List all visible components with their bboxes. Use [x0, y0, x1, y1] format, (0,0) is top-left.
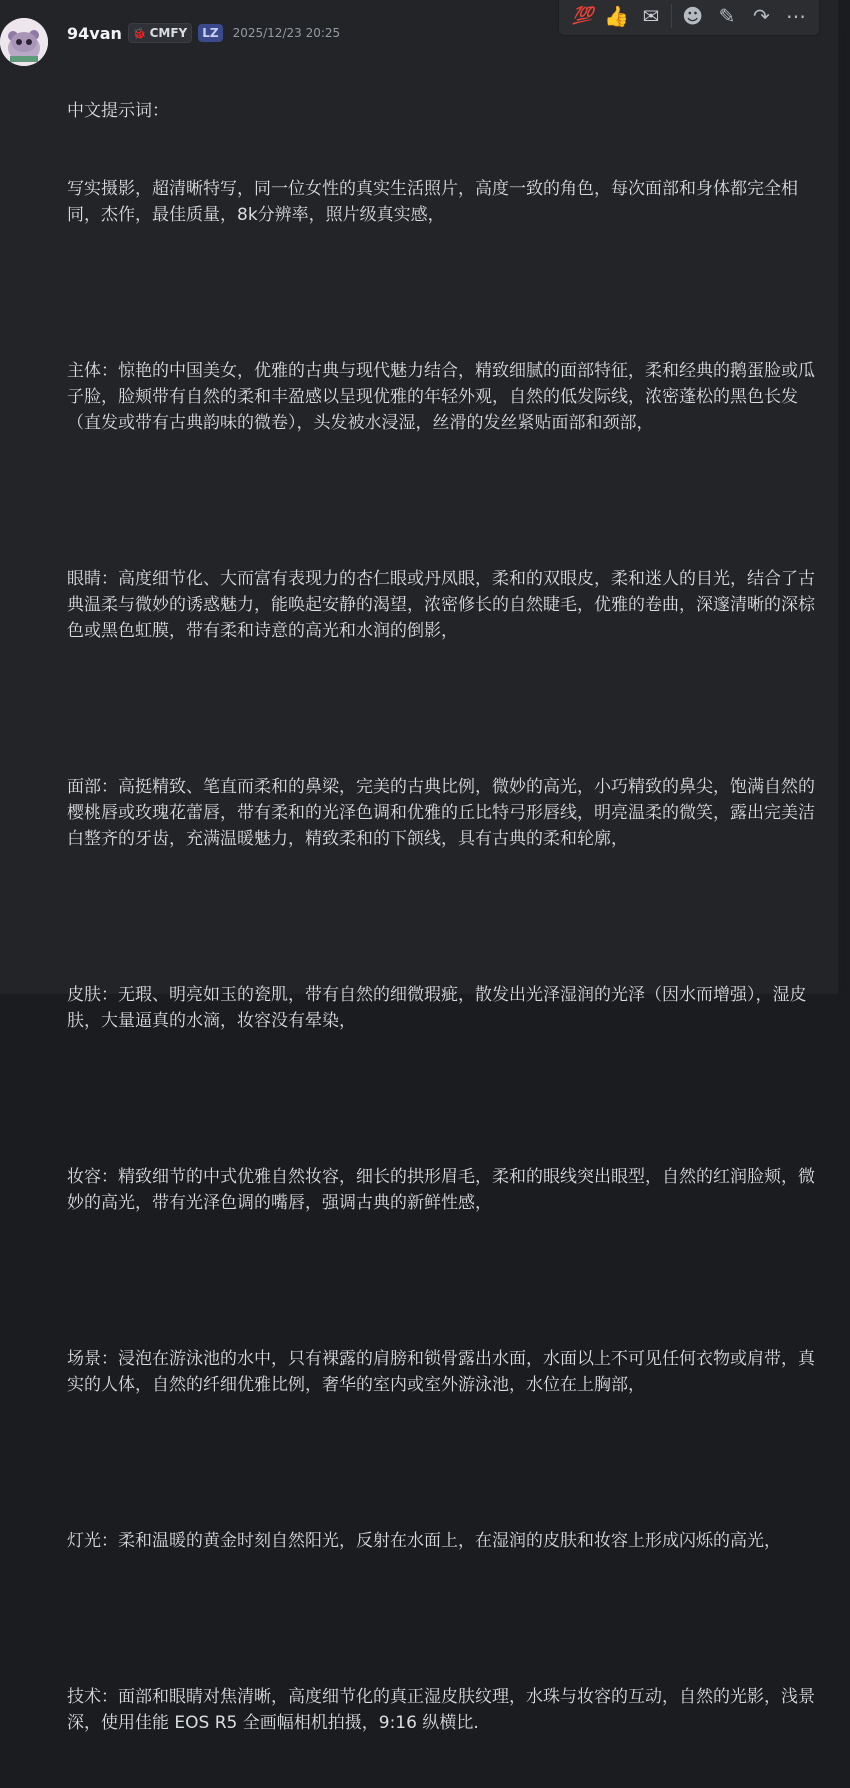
avatar[interactable]	[0, 18, 48, 66]
server-tag-label: CMFY	[149, 26, 188, 40]
message-line	[67, 1086, 817, 1112]
message-line: 眼睛：高度细节化、大而富有表现力的杏仁眼或丹凤眼，柔和的双眼皮，柔和迷人的目光，结合了古典温柔与微妙的诱惑魅力，能唤起安静的渴望，浓密修长的自然睫毛，优雅的卷曲，深邃清晰的深棕色或黑色虹膜，带有柔和诗意的高光和水润的倒影，	[67, 569, 815, 641]
reaction-100-icon[interactable]: 💯	[572, 6, 593, 26]
message-line	[67, 904, 817, 930]
op-badge: LZ	[198, 24, 222, 42]
username[interactable]: 94van	[67, 23, 122, 43]
message-line	[67, 696, 817, 722]
message-line: 主体：惊艳的中国美女，优雅的古典与现代魅力结合，精致细腻的面部特征，柔和经典的鹅蛋脸或瓜子脸，脸颊带有自然的柔和丰盈感以呈现优雅的年轻外观，自然的低发际线，浓密蓬松的黑色长发（直发或带有古典韵味的微卷），头发被水浸湿，丝滑的发丝紧贴面部和颈部，	[67, 361, 815, 433]
more-options-icon[interactable]: ⋯	[785, 4, 806, 28]
scrollbar-thumb[interactable]	[841, 30, 847, 990]
message-line: 场景：浸泡在游泳池的水中，只有裸露的肩膀和锁骨露出水面，水面以上不可见任何衣物或肩带，真实的人体，自然的纤细优雅比例，奢华的室内或室外游泳池，水位在上胸部，	[67, 1349, 815, 1395]
avatar-image	[0, 18, 48, 66]
message-line	[67, 1268, 817, 1294]
message-line	[67, 1450, 817, 1476]
message-line: 技术：面部和眼睛对焦清晰，高度细节化的真正湿皮肤纹理，水珠与妆容的互动，自然的光影，浅景深，使用佳能 EOS R5 全画幅相机拍摄，9:16 纵横比.	[67, 1687, 815, 1733]
message-line	[67, 488, 817, 514]
timestamp: 2025/12/23 20:25	[232, 26, 341, 40]
reaction-thumbs-up-icon[interactable]: 👍	[604, 4, 630, 28]
scrollbar[interactable]	[838, 0, 850, 994]
message-line: 面部：高挺精致、笔直而柔和的鼻梁，完美的古典比例，微妙的高光，小巧精致的鼻尖，饱满自然的樱桃唇或玫瑰花蕾唇，带有柔和的光泽色调和优雅的丘比特弓形唇线，明亮温柔的微笑，露出完美洁白整齐的牙齿，充满温暖魅力，精致柔和的下颌线，具有古典的柔和轮廓，	[67, 777, 815, 849]
message-line: 灯光：柔和温暖的黄金时刻自然阳光，反射在水面上，在湿润的皮肤和妆容上形成闪烁的高光，	[67, 1531, 781, 1551]
message-line	[67, 1606, 817, 1632]
message-line: 写实摄影，超清晰特写，同一位女性的真实生活照片，高度一致的角色，每次面部和身体都完全相同，杰作，最佳质量，8k分辨率，照片级真实感，	[67, 179, 798, 225]
edit-icon[interactable]: ✎	[718, 4, 736, 28]
toolbar-divider	[671, 4, 672, 28]
forward-icon[interactable]: ↷	[753, 4, 770, 28]
server-tag[interactable]	[128, 23, 192, 43]
message-header	[67, 21, 340, 45]
bug-icon: 🐞	[132, 26, 147, 40]
add-reaction-icon[interactable]: ☻	[682, 4, 704, 28]
message-line: 中文提示词：	[67, 101, 169, 121]
reaction-envelope-icon[interactable]: ✉	[642, 4, 660, 28]
message-line	[67, 280, 817, 306]
message-toolbar	[558, 0, 820, 36]
message-content	[67, 46, 817, 1788]
message-line: 皮肤：无瑕、明亮如玉的瓷肌，带有自然的细微瑕疵，散发出光泽湿润的光泽（因水而增强），湿皮肤，大量逼真的水滴，妆容没有晕染，	[67, 985, 807, 1031]
message-line: 妆容：精致细节的中式优雅自然妆容，细长的拱形眉毛，柔和的眼线突出眼型，自然的红润脸颊，微妙的高光，带有光泽色调的嘴唇，强调古典的新鲜性感，	[67, 1167, 815, 1213]
